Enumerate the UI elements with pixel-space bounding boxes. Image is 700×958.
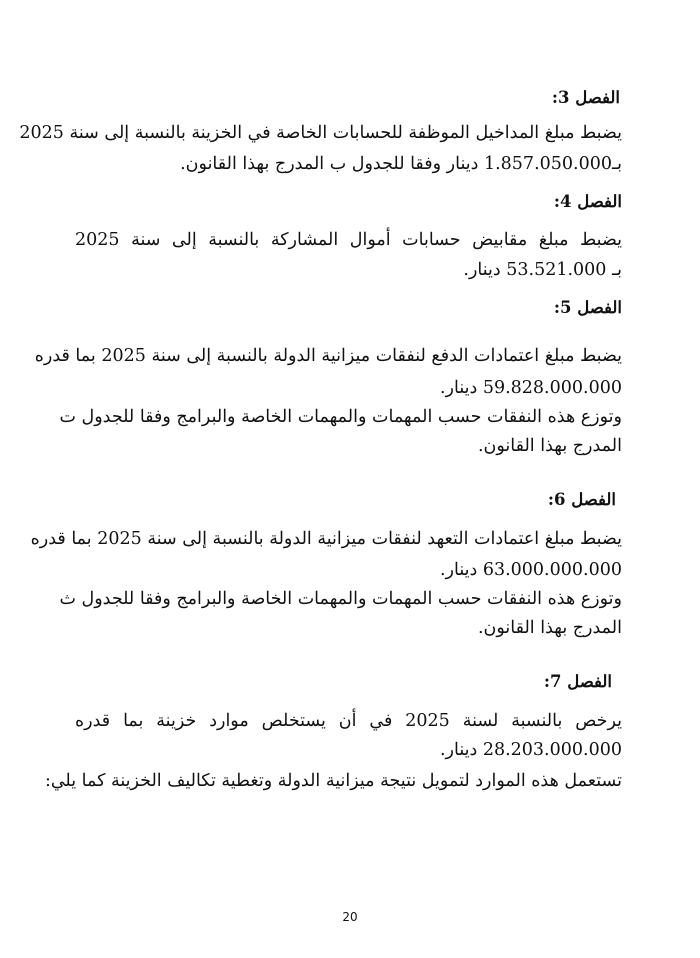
- article-4-line-2: بـ 53.521.000 دينار.: [463, 260, 622, 280]
- article-7-line-1: يرخص بالنسبة لسنة 2025 في أن يستخلص موارد خزينة بما قدره: [75, 711, 623, 731]
- article-6-line-4: المدرج بهذا القانون.: [477, 618, 622, 638]
- page-number: 20: [342, 910, 358, 924]
- article-7-heading: الفصل 7:: [543, 672, 612, 691]
- article-6-line-3: وتوزع هذه النفقات حسب المهمات والمهمات الخاصة والبرامج وفقا للجدول ث: [59, 589, 622, 609]
- article-5-line-4: المدرج بهذا القانون.: [477, 436, 622, 456]
- article-5-line-3: وتوزع هذه النفقات حسب المهمات والمهمات الخاصة والبرامج وفقا للجدول ت: [59, 407, 622, 427]
- article-7-line-3: تستعمل هذه الموارد لتمويل نتيجة ميزانية الدولة وتغطية تكاليف الخزينة كما يلي:: [44, 771, 622, 791]
- article-5-heading: الفصل 5:: [553, 298, 622, 317]
- article-6-heading: الفصل 6:: [547, 490, 616, 509]
- article-4-heading: الفصل 4:: [553, 192, 622, 211]
- article-3-line-2: بـ1.857.050.000 دينار وفقا للجدول ب المدرج بهذا القانون.: [180, 154, 622, 174]
- article-6-line-1: يضبط مبلغ اعتمادات التعهد لنفقات ميزانية الدولة بالنسبة إلى سنة 2025 بما قدره: [30, 529, 622, 549]
- article-6-line-2: 63.000.000.000 دينار.: [439, 560, 622, 580]
- article-5-line-1: يضبط مبلغ اعتمادات الدفع لنفقات ميزانية الدولة بالنسبة إلى سنة 2025 بما قدره: [34, 346, 622, 366]
- article-4-line-1: يضبط مبلغ مقابيض حسابات أموال المشاركة بالنسبة إلى سنة 2025: [75, 230, 622, 250]
- article-7-line-2: 28.203.000.000 دينار.: [439, 740, 622, 760]
- article-3-heading: الفصل 3:: [551, 88, 620, 107]
- article-3-line-1: يضبط مبلغ المداخيل الموظفة للحسابات الخاصة في الخزينة بالنسبة إلى سنة 2025: [19, 123, 622, 143]
- article-5-line-2: 59.828.000.000 دينار.: [439, 378, 622, 398]
